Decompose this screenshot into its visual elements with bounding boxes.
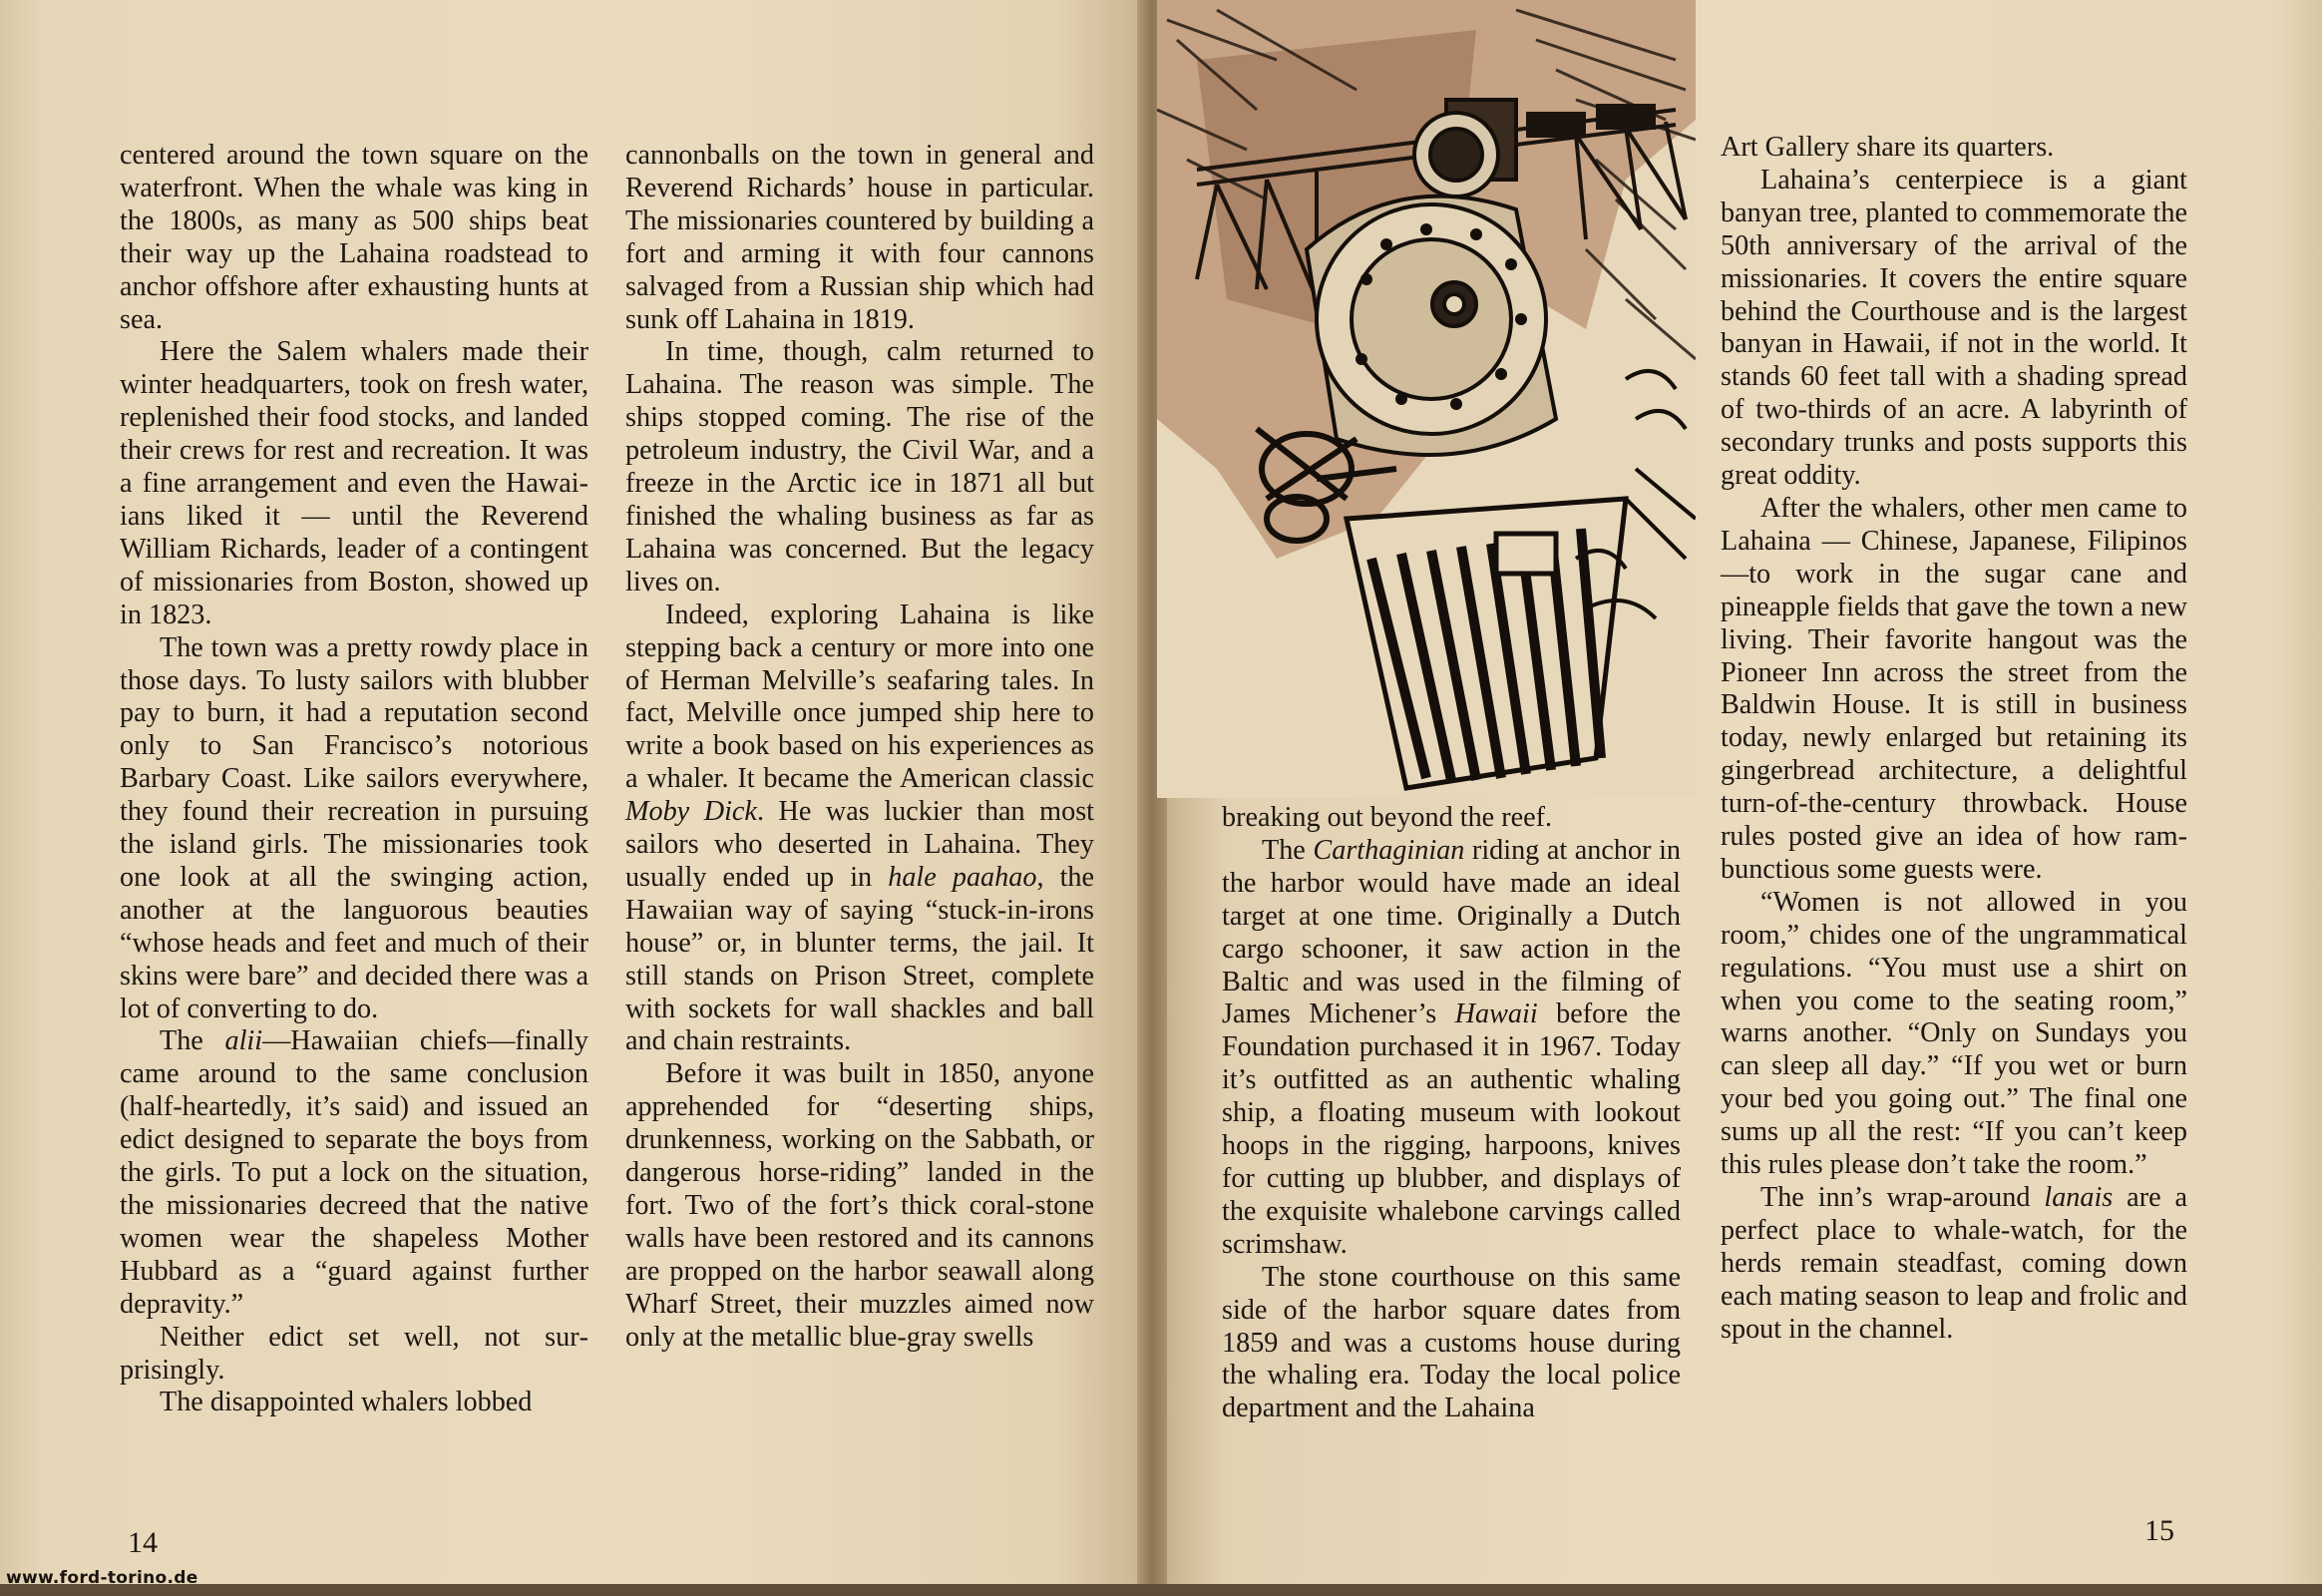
- paragraph: The stone courthouse on this same side of the harbor square dates from 1859 and was a customs house during the whaling era. Today the local police department and the Lahaina: [1222, 1261, 1681, 1424]
- paragraph: Neither edict set well, not surprisingly.: [120, 1321, 588, 1386]
- paragraph: The Carthaginian riding at anchor in the harbor would have made an ideal target at one time. Originally a Dutch cargo schooner, it saw action in the Baltic and was used in the filming of James Michener’s Hawaii before the Foundation purchased it in 1967. Today it’s outfitted as an authentic whaling ship, a floating museum with lookout hoops in the rigging, harpoons, knives for cutting up blubber, and displays of the exquisite whalebone carvings called scrimshaw.: [1222, 834, 1682, 1260]
- text-column-4: [1721, 132, 2187, 1347]
- paragraph: After the whalers, other men came to Lahaina — Chinese, Japanese, Filipinos—to work in the sugar cane and pineapple fields that gave the town a new living. Their favorite hangout was the Pioneer Inn across the street from the Baldwin House. It is still in business today, newly enlarged but retaining its gingerbread architecture, a delightful turn-of-the-century throwback. House rules posted give an idea of how rambunctious some guests were.: [1721, 492, 2187, 885]
- paragraph: The disappointed whalers lobbed: [160, 1387, 533, 1418]
- page-number-left: 14: [128, 1526, 158, 1559]
- text-column-3: [1222, 802, 1681, 1425]
- paragraph: Here the Salem whalers made their winter headquarters, took on fresh water, replenished their food stocks, and landed their crews for rest and recreation. It was a fine arrangement and even the Hawaiians liked it — until the Reverend William Richards, leader of a contingent of missionaries from Boston, showed up in 1823.: [120, 336, 588, 630]
- paragraph: Before it was built in 1850, anyone apprehended for “deserting ships, drunkenness, working on the Sabbath, or dangerous horse-riding” landed in the fort. Two of the fort’s thick coral-stone walls have been restored and its cannons are propped on the harbor seawall along Wharf Street, their muzzles aimed now only at the metallic blue-gray swells: [625, 1058, 1094, 1353]
- locomotive-illustration: [1157, 0, 1696, 798]
- paragraph: Indeed, exploring Lahaina is like stepping back a century or more into one of Herman Melville’s seafaring tales. In fact, Melville once jumped ship here to write a book based on his experiences as a whaler. It became the American classic Moby Dick. He was luckier than most sailors who deserted in Lahaina. They usually ended up in hale paahao, the Hawaiian way of saying “stuck-in-irons house” or, in blunter terms, the jail. It still stands on Prison Street, complete with sockets for wall shackles and ball and chain restraints.: [625, 598, 1095, 1057]
- paragraph: In time, though, calm returned to Lahaina. The reason was simple. The ships stopped coming. The rise of the petroleum industry, the Civil War, and a freeze in the Arctic ice in 1871 all but finished the whaling business as far as Lahaina was concerned. But the legacy lives on.: [625, 336, 1094, 598]
- italic-title: Hawaii: [1454, 998, 1538, 1030]
- paragraph: “Women is not allowed in you room,” chides one of the ungrammatical regulations. “You must use a shirt on when you come to the seating room,” warns another. “Only on Sundays you can sleep all day.” “If you wet or burn your bed you going out.” The final one sums up all the rest: “If you can’t keep this rules please don’t take the room.”: [1721, 886, 2187, 1181]
- italic-term: alii: [224, 1025, 263, 1057]
- page-number-right: 15: [2144, 1514, 2174, 1547]
- watermark: www.ford-torino.de: [6, 1568, 198, 1588]
- paragraph: Lahaina’s centerpiece is a giant banyan tree, planted to commemorate the 50th anniversary of the arrival of the missionaries. It covers the entire square behind the Courthouse and is the largest banyan in Hawaii, if not in the world. It stands 60 feet tall with a shading spread of two-thirds of an acre. A labyrinth of secondary trunks and posts supports this great oddity.: [1721, 164, 2187, 492]
- paragraph: breaking out beyond the reef.: [1222, 802, 1553, 833]
- paragraph: The inn’s wrap-around lanais are a perfect place to whale-watch, for the herds remain steadfast, coming down each mating season to leap and frolic and spout in the channel.: [1721, 1182, 2188, 1345]
- text-column-1: [120, 140, 588, 1419]
- paragraph: cannonballs on the town in general and Reverend Richards’ house in particular. The missionaries countered by building a fort and arming it with four cannons salvaged from a Russian ship which had sunk off Lahaina in 1819.: [625, 140, 1094, 335]
- paragraph: The alii—Hawaiian chiefs—finally came around to the same conclusion (half-heartedly, it’s said) and issued an edict designed to separate the boys from the girls. To put a lock on the situation, the missionaries decreed that the native women wear the shapeless Mother Hubbard as a “guard against further depravity.”: [120, 1025, 588, 1320]
- italic-title: Carthaginian: [1313, 834, 1465, 866]
- italic-title: Moby Dick: [625, 796, 757, 828]
- scan-edge: [0, 1584, 2322, 1596]
- paragraph: The town was a pretty rowdy place in those days. To lusty sailors with blubber pay to burn, it had a reputation second only to San Francisco’s notorious Barbary Coast. Like sailors everywhere, they found their recreation in pursuing the island girls. The missionaries took one look at all the swinging action, another at the languorous beauties “whose heads and feet and much of their skins were bare” and decided there was a lot of converting to do.: [120, 631, 588, 1024]
- paragraph: centered around the town square on the waterfront. When the whale was king in the 1800s, as many as 500 ships beat their way up the Lahaina roadstead to anchor offshore after exhausting hunts at sea.: [120, 140, 588, 335]
- text-column-2: [625, 140, 1094, 1355]
- paragraph: Art Gallery share its quarters.: [1721, 132, 2055, 163]
- italic-term: hale paahao: [888, 861, 1037, 893]
- italic-term: lanais: [2044, 1182, 2114, 1213]
